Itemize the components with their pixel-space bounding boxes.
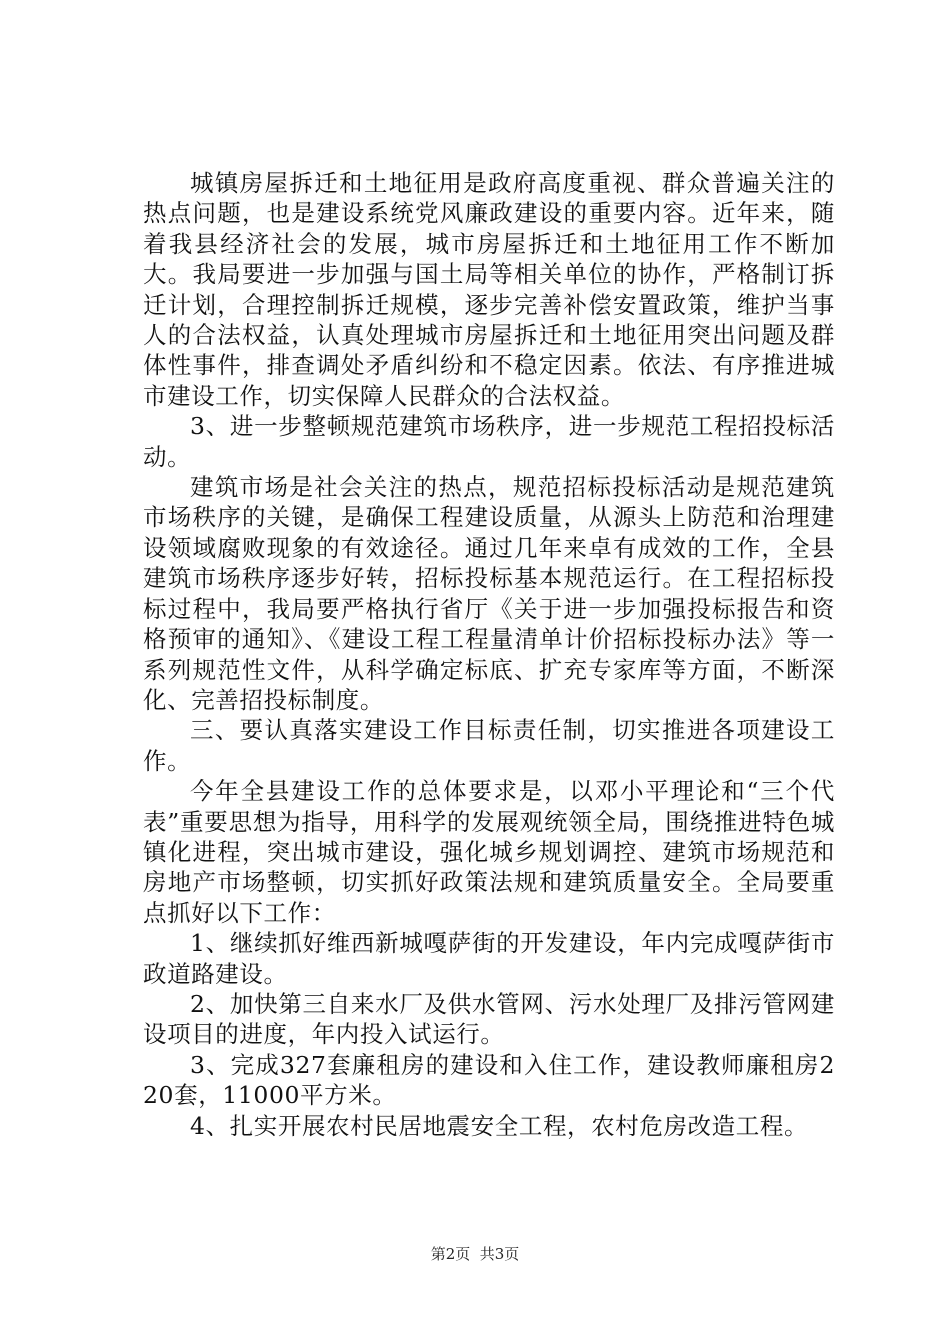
paragraph-heading-3-market: 3、进一步整顿规范建筑市场秩序，进一步规范工程招投标活动。	[143, 412, 835, 471]
paragraph-overall-requirements: 今年全县建设工作的总体要求是，以邓小平理论和“三个代表”重要思想为指导，用科学的发展观统领全局，围绕推进特色城镇化进程，突出城市建设，强化城乡规划调控、建筑市场规范和房地产市场整顿，切实抓好政策法规和建筑质量安全。全局要重点抓好以下工作：	[143, 777, 835, 927]
paragraph-item-4: 4、扎实开展农村民居地震安全工程，农村危房改造工程。	[190, 1111, 809, 1140]
paragraph-section-three-heading: 三、要认真落实建设工作目标责任制，切实推进各项建设工作。	[143, 716, 835, 775]
paragraph-item-2: 2、加快第三自来水厂及供水管网、污水处理厂及排污管网建设项目的进度，年内投入试运行。	[143, 989, 835, 1049]
paragraph-demolition: 城镇房屋拆迁和土地征用是政府高度重视、群众普遍关注的热点问题，也是建设系统党风廉政建设的重要内容。近年来，随着我县经济社会的发展，城市房屋拆迁和土地征用工作不断加大。我局要进一步加强与国土局等相关单位的协作，严格制订拆迁计划，合理控制拆迁规模，逐步完善补偿安置政策，维护当事人的合法权益，认真处理城市房屋拆迁和土地征用突出问题及群体性事件，排查调处矛盾纠纷和不稳定因素。依法、有序推进城市建设工作，切实保障人民群众的合法权益。	[143, 169, 835, 410]
paragraph-item-1: 1、继续抓好维西新城嘎萨街的开发建设，年内完成嘎萨街市政道路建设。	[143, 929, 835, 988]
document-body	[143, 168, 835, 1141]
page-footer	[0, 1244, 950, 1264]
page-number-label: 第2页 共3页	[430, 1245, 520, 1263]
paragraph-item-3: 3、完成327套廉租房的建设和入住工作，建设教师廉租房220套，11000平方米。	[143, 1050, 835, 1110]
paragraph-bidding: 建筑市场是社会关注的热点，规范招标投标活动是规范建筑市场秩序的关键，是确保工程建设质量，从源头上防范和治理建设领域腐败现象的有效途径。通过几年来卓有成效的工作，全县建筑市场秩序逐步好转，招标投标基本规范运行。在工程招标投标过程中，我局要严格执行省厅《关于进一步加强投标报告和资格预审的通知》、《建设工程工程量清单计价招标投标办法》等一系列规范性文件，从科学确定标底、扩充专家库等方面，不断深化、完善招投标制度。	[143, 473, 835, 714]
